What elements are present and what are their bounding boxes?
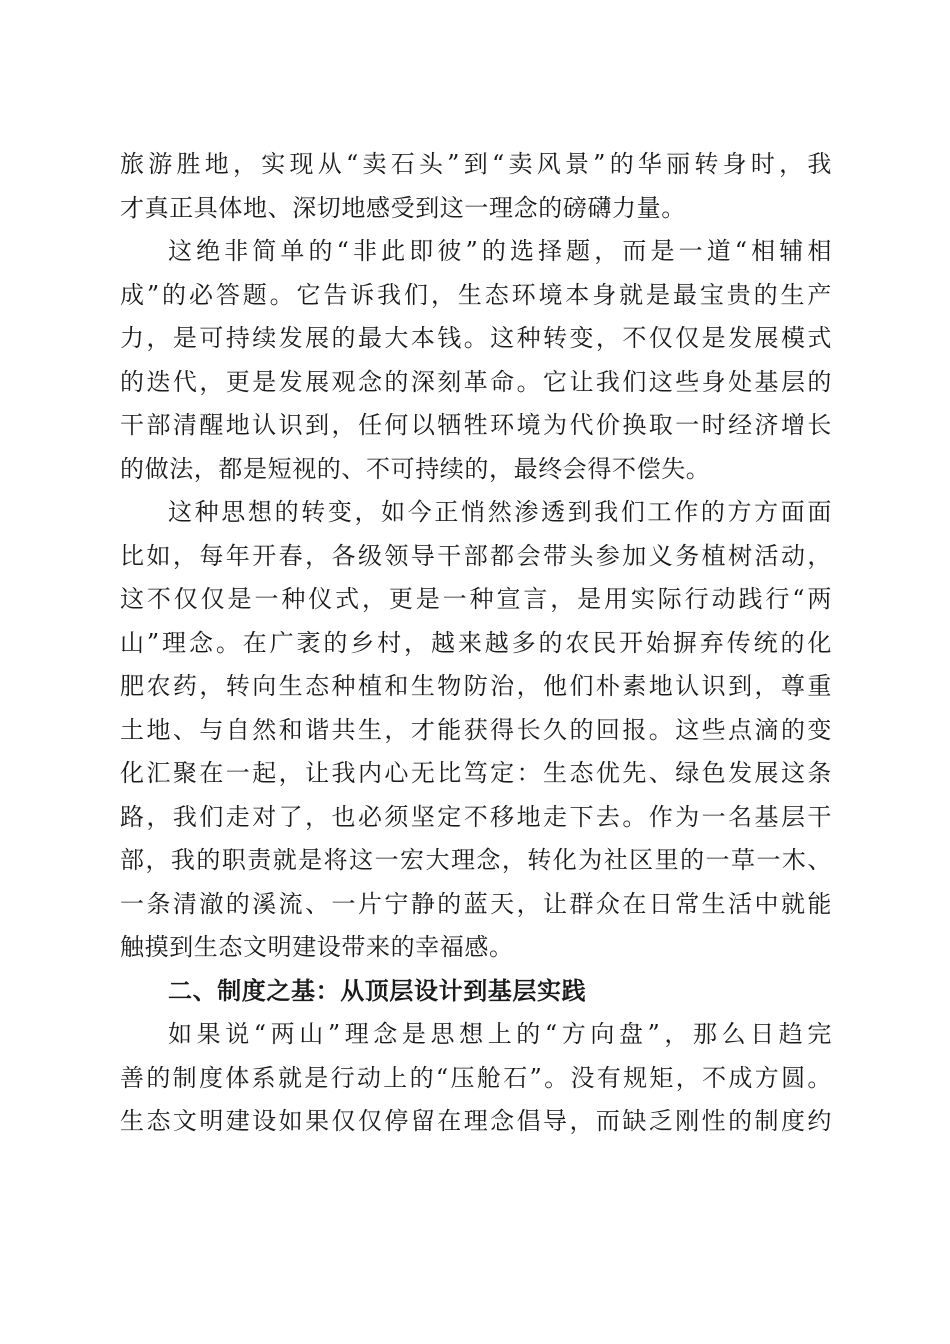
text-line: 化汇聚在一起，让我内心无比笃定：生态优先、绿色发展这条 bbox=[120, 759, 832, 787]
text-line: 的做法，都是短视的、不可持续的，最终会得不偿失。 bbox=[120, 454, 711, 483]
paragraph-first-line: 这绝非简单的“非此即彼”的选择题，而是一道“相辅相 bbox=[168, 237, 832, 265]
text-line: 这不仅仅是一种仪式，更是一种宣言，是用实际行动践行“两 bbox=[120, 585, 832, 613]
text-line: 生态文明建设如果仅仅停留在理念倡导，而缺乏刚性的制度约 bbox=[120, 1107, 832, 1135]
text-line: 力，是可持续发展的最大本钱。这种转变，不仅仅是发展模式 bbox=[120, 324, 832, 352]
paragraph-first-line: 如果说“两山”理念是思想上的“方向盘”，那么日趋完 bbox=[168, 1020, 832, 1048]
text-line: 善的制度体系就是行动上的“压舱石”。没有规矩，不成方圆。 bbox=[120, 1063, 832, 1092]
text-line: 才真正具体地、深切地感受到这一理念的磅礴力量。 bbox=[120, 193, 686, 222]
text-line: 土地、与自然和谐共生，才能获得长久的回报。这些点滴的变 bbox=[120, 715, 832, 744]
body-text bbox=[120, 143, 832, 1144]
text-line: 路，我们走对了，也必须坚定不移地走下去。作为一名基层干 bbox=[120, 802, 832, 831]
section-heading: 二、制度之基：从顶层设计到基层实践 bbox=[168, 976, 587, 1005]
text-line: 肥农药，转向生态种植和生物防治，他们朴素地认识到，尊重 bbox=[120, 672, 832, 700]
text-line: 的迭代，更是发展观念的深刻革命。它让我们这些身处基层的 bbox=[120, 367, 832, 396]
text-line: 山”理念。在广袤的乡村，越来越多的农民开始摒弃传统的化 bbox=[120, 628, 832, 657]
text-line: 成”的必答题。它告诉我们，生态环境本身就是最宝贵的生产 bbox=[120, 280, 832, 309]
text-line: 部，我的职责就是将这一宏大理念，转化为社区里的一草一木、 bbox=[120, 846, 832, 874]
text-line: 干部清醒地认识到，任何以牺牲环境为代价换取一时经济增长 bbox=[120, 411, 832, 439]
text-line: 旅游胜地，实现从“卖石头”到“卖风景”的华丽转身时，我 bbox=[120, 150, 832, 178]
paragraph-first-line: 这种思想的转变，如今正悄然渗透到我们工作的方方面面 bbox=[168, 498, 832, 526]
text-line: 触摸到生态文明建设带来的幸福感。 bbox=[120, 933, 514, 961]
text-line: 比如，每年开春，各级领导干部都会带头参加义务植树活动， bbox=[120, 541, 832, 570]
text-line: 一条清澈的溪流、一片宁静的蓝天，让群众在日常生活中就能 bbox=[120, 889, 832, 918]
